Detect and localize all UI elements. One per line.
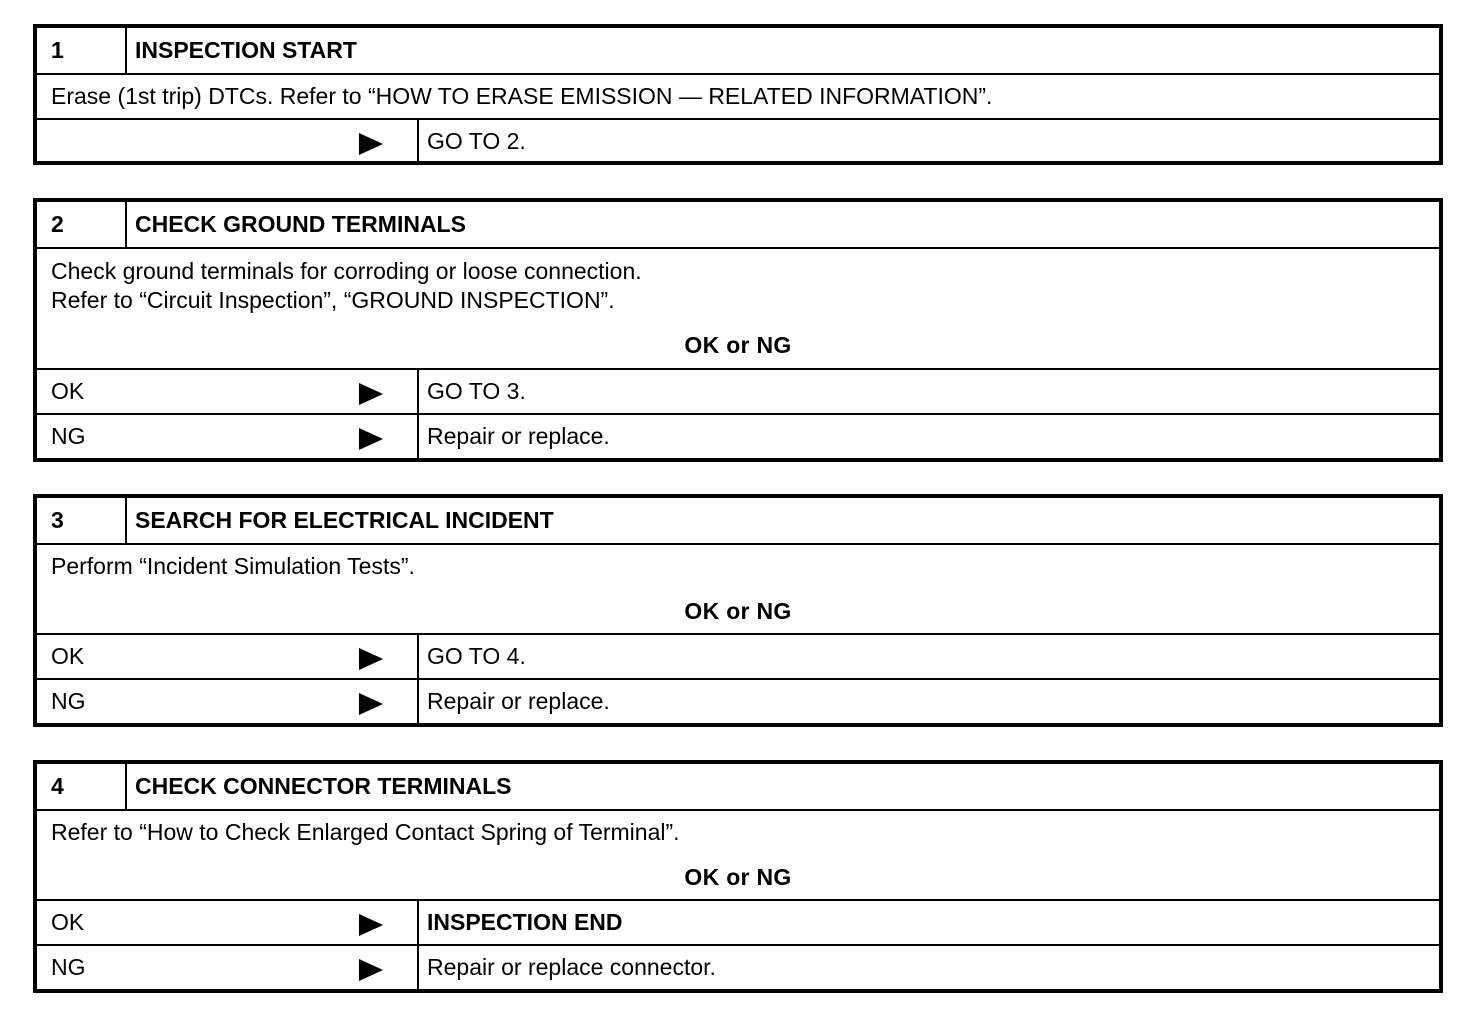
result-action: GO TO 2. bbox=[427, 128, 526, 154]
result-action: Repair or replace. bbox=[427, 423, 610, 449]
result-row-ok bbox=[37, 899, 1439, 944]
instruction-line: Perform “Incident Simulation Tests”. bbox=[51, 553, 415, 579]
result-condition bbox=[37, 415, 419, 458]
arrow-right-icon bbox=[359, 428, 383, 450]
step-2-box bbox=[33, 198, 1443, 462]
step-number: 4 bbox=[37, 764, 127, 809]
arrow-right-icon bbox=[359, 959, 383, 981]
result-row-ok bbox=[37, 633, 1439, 678]
result-condition bbox=[37, 120, 419, 163]
arrow-right-icon bbox=[359, 693, 383, 715]
result-label: OK bbox=[51, 909, 85, 935]
result-condition bbox=[37, 946, 419, 989]
step-instructions bbox=[37, 247, 1439, 368]
step-4-box bbox=[33, 760, 1443, 993]
result-label: OK bbox=[51, 643, 85, 669]
instruction-line: Refer to “How to Check Enlarged Contact Spring of Terminal”. bbox=[51, 819, 680, 845]
result-action: GO TO 4. bbox=[427, 643, 526, 669]
step-title: INSPECTION START bbox=[135, 37, 357, 63]
result-label: NG bbox=[51, 423, 86, 449]
result-action: GO TO 3. bbox=[427, 378, 526, 404]
result-row-ng bbox=[37, 413, 1439, 458]
result-row-ok bbox=[37, 368, 1439, 413]
step-header bbox=[37, 498, 1439, 543]
instruction-line: Check ground terminals for corroding or loose connection. bbox=[51, 258, 642, 284]
arrow-right-icon bbox=[359, 648, 383, 670]
step-number: 2 bbox=[37, 202, 127, 247]
step-3-box bbox=[33, 494, 1443, 727]
result-condition bbox=[37, 901, 419, 944]
step-number: 1 bbox=[37, 28, 127, 73]
step-title: SEARCH FOR ELECTRICAL INCIDENT bbox=[135, 507, 554, 533]
verdict-label: OK or NG bbox=[684, 332, 792, 358]
result-label: NG bbox=[51, 688, 86, 714]
arrow-right-icon bbox=[359, 133, 383, 155]
step-title: CHECK GROUND TERMINALS bbox=[135, 211, 466, 237]
arrow-right-icon bbox=[359, 383, 383, 405]
step-header bbox=[37, 28, 1439, 73]
verdict-label: OK or NG bbox=[684, 864, 792, 890]
arrow-right-icon bbox=[359, 914, 383, 936]
result-action: INSPECTION END bbox=[427, 909, 623, 935]
result-condition bbox=[37, 635, 419, 678]
instruction-line: Refer to “Circuit Inspection”, “GROUND INSPECTION”. bbox=[51, 287, 615, 313]
result-label: NG bbox=[51, 954, 86, 980]
result-row-ng bbox=[37, 944, 1439, 989]
step-instructions bbox=[37, 73, 1439, 118]
step-number: 3 bbox=[37, 498, 127, 543]
result-condition bbox=[37, 680, 419, 723]
result-label: OK bbox=[51, 378, 85, 404]
result-action: Repair or replace. bbox=[427, 688, 610, 714]
step-instructions bbox=[37, 809, 1439, 899]
result-condition bbox=[37, 370, 419, 413]
step-title: CHECK CONNECTOR TERMINALS bbox=[135, 773, 512, 799]
step-header bbox=[37, 202, 1439, 247]
result-action: Repair or replace connector. bbox=[427, 954, 716, 980]
step-instructions bbox=[37, 543, 1439, 633]
verdict-label: OK or NG bbox=[684, 598, 792, 624]
step-1-box bbox=[33, 24, 1443, 165]
result-row bbox=[37, 118, 1439, 163]
step-header bbox=[37, 764, 1439, 809]
instruction-line: Erase (1st trip) DTCs. Refer to “HOW TO ERASE EMISSION — RELATED INFORMATION”. bbox=[51, 83, 993, 109]
result-row-ng bbox=[37, 678, 1439, 723]
